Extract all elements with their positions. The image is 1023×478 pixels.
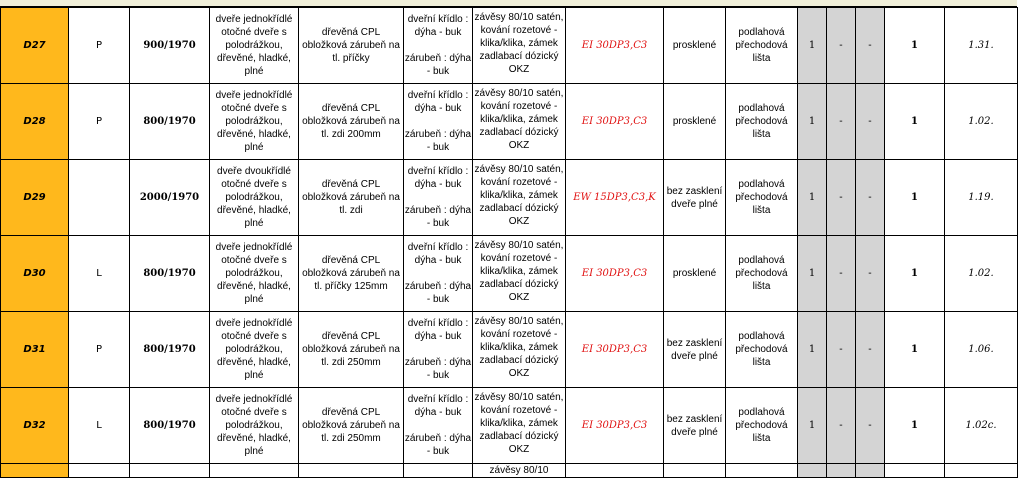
door-side: L (69, 236, 130, 312)
door-glazing (664, 464, 726, 478)
door-code: D31 (1, 312, 69, 388)
door-count: 1 (885, 160, 945, 236)
door-threshold: podlahová přechodová lišta (726, 8, 798, 84)
door-schedule-table (0, 7, 1018, 478)
door-hardware: závěsy 80/10 satén, kování rozetové - klika/klika, zámek zadlabací dózický OKZ (473, 236, 566, 312)
door-hardware: závěsy 80/10 (473, 464, 566, 478)
door-count: 1 (885, 84, 945, 160)
door-side: P (69, 8, 130, 84)
door-glazing: prosklené (664, 236, 726, 312)
door-material: dveřní křídlo : dýha - buk zárubeň : dýha - buk (404, 160, 473, 236)
room-reference: 1.02. (945, 236, 1018, 312)
table-row (1, 84, 1018, 160)
door-frame: dřevěná CPL obložková zárubeň na tl. zdi 250mm (299, 388, 404, 464)
grey-col-3 (856, 464, 885, 478)
grey-col-2: - (827, 312, 856, 388)
door-frame: dřevěná CPL obložková zárubeň na tl. zdi 250mm (299, 312, 404, 388)
door-threshold: podlahová přechodová lišta (726, 312, 798, 388)
fire-rating: EI 30DP3,C3 (566, 84, 664, 160)
door-frame: dřevěná CPL obložková zárubeň na tl. zdi (299, 160, 404, 236)
fire-rating: EI 30DP3,C3 (566, 312, 664, 388)
door-threshold: podlahová přechodová lišta (726, 236, 798, 312)
room-reference: 1.02. (945, 84, 1018, 160)
door-count (885, 464, 945, 478)
grey-col-1: 1 (798, 312, 827, 388)
room-reference: 1.19. (945, 160, 1018, 236)
grey-col-3: - (856, 84, 885, 160)
room-reference (945, 464, 1018, 478)
table-row (1, 236, 1018, 312)
door-code (1, 464, 69, 478)
grey-col-2: - (827, 8, 856, 84)
door-description: dveře jednokřídlé otočné dveře s polodrážkou, dřevěné, hladké, plné (210, 8, 299, 84)
door-code: D27 (1, 8, 69, 84)
door-frame: dřevěná CPL obložková zárubeň na tl. příčky 125mm (299, 236, 404, 312)
table-body (1, 8, 1018, 478)
door-side: P (69, 84, 130, 160)
door-hardware: závěsy 80/10 satén, kování rozetové - klika/klika, zámek zadlabací dózický OKZ (473, 160, 566, 236)
door-frame (299, 464, 404, 478)
door-material (404, 464, 473, 478)
table-row (1, 160, 1018, 236)
grey-col-1: 1 (798, 236, 827, 312)
door-count: 1 (885, 8, 945, 84)
grey-col-1: 1 (798, 8, 827, 84)
grey-col-2: - (827, 236, 856, 312)
grey-col-1 (798, 464, 827, 478)
door-side (69, 464, 130, 478)
grey-col-3: - (856, 160, 885, 236)
door-dimensions: 800/1970 (130, 84, 210, 160)
door-count: 1 (885, 312, 945, 388)
grey-col-2: - (827, 160, 856, 236)
table-row (1, 388, 1018, 464)
door-material: dveřní křídlo : dýha - buk zárubeň : dýha - buk (404, 236, 473, 312)
door-threshold: podlahová přechodová lišta (726, 84, 798, 160)
door-hardware: závěsy 80/10 satén, kování rozetové - klika/klika, zámek zadlabací dózický OKZ (473, 312, 566, 388)
door-description: dveře jednokřídlé otočné dveře s polodrážkou, dřevěné, hladké, plné (210, 84, 299, 160)
grey-col-1: 1 (798, 160, 827, 236)
grey-col-3: - (856, 312, 885, 388)
fire-rating: EI 30DP3,C3 (566, 388, 664, 464)
door-hardware: závěsy 80/10 satén, kování rozetové - klika/klika, zámek zadlabací dózický OKZ (473, 388, 566, 464)
fire-rating: EI 30DP3,C3 (566, 8, 664, 84)
door-code: D28 (1, 84, 69, 160)
grey-col-3: - (856, 8, 885, 84)
door-description: dveře jednokřídlé otočné dveře s polodrážkou, dřevěné, hladké, plné (210, 236, 299, 312)
table-row-partial (1, 464, 1018, 478)
room-reference: 1.06. (945, 312, 1018, 388)
door-glazing: prosklené (664, 8, 726, 84)
door-description: dveře jednokřídlé otočné dveře s polodrážkou, dřevěné, hladké, plné (210, 312, 299, 388)
door-threshold: podlahová přechodová lišta (726, 160, 798, 236)
door-material: dveřní křídlo : dýha - buk zárubeň : dýha - buk (404, 8, 473, 84)
door-description: dveře dvoukřídlé otočné dveře s polodrážkou, dřevěné, hladké, plné (210, 160, 299, 236)
door-glazing: bez zasklení dveře plné (664, 160, 726, 236)
door-material: dveřní křídlo : dýha - buk zárubeň : dýha - buk (404, 312, 473, 388)
door-count: 1 (885, 388, 945, 464)
door-dimensions: 800/1970 (130, 312, 210, 388)
door-side (69, 160, 130, 236)
door-side: P (69, 312, 130, 388)
door-description (210, 464, 299, 478)
room-reference: 1.31. (945, 8, 1018, 84)
room-reference: 1.02c. (945, 388, 1018, 464)
door-code: D29 (1, 160, 69, 236)
grey-col-2: - (827, 388, 856, 464)
grey-col-2: - (827, 84, 856, 160)
door-code: D32 (1, 388, 69, 464)
door-dimensions (130, 464, 210, 478)
fire-rating: EI 30DP3,C3 (566, 236, 664, 312)
door-frame: dřevěná CPL obložková zárubeň na tl. příčky (299, 8, 404, 84)
grey-col-2 (827, 464, 856, 478)
door-dimensions: 2000/1970 (130, 160, 210, 236)
door-dimensions: 800/1970 (130, 388, 210, 464)
grey-col-1: 1 (798, 84, 827, 160)
fire-rating (566, 464, 664, 478)
grey-col-3: - (856, 388, 885, 464)
door-material: dveřní křídlo : dýha - buk zárubeň : dýha - buk (404, 388, 473, 464)
door-glazing: bez zasklení dveře plné (664, 388, 726, 464)
door-count: 1 (885, 236, 945, 312)
door-hardware: závěsy 80/10 satén, kování rozetové - klika/klika, zámek zadlabací dózický OKZ (473, 84, 566, 160)
door-hardware: závěsy 80/10 satén, kování rozetové - klika/klika, zámek zadlabací dózický OKZ (473, 8, 566, 84)
table-row (1, 312, 1018, 388)
door-code: D30 (1, 236, 69, 312)
door-glazing: bez zasklení dveře plné (664, 312, 726, 388)
grey-col-1: 1 (798, 388, 827, 464)
fire-rating: EW 15DP3,C3,K (566, 160, 664, 236)
door-description: dveře jednokřídlé otočné dveře s polodrážkou, dřevěné, hladké, plné (210, 388, 299, 464)
door-frame: dřevěná CPL obložková zárubeň na tl. zdi 200mm (299, 84, 404, 160)
door-material: dveřní křídlo : dýha - buk zárubeň : dýha - buk (404, 84, 473, 160)
door-glazing: prosklené (664, 84, 726, 160)
door-dimensions: 800/1970 (130, 236, 210, 312)
table-row (1, 8, 1018, 84)
door-dimensions: 900/1970 (130, 8, 210, 84)
door-threshold (726, 464, 798, 478)
door-side: L (69, 388, 130, 464)
door-threshold: podlahová přechodová lišta (726, 388, 798, 464)
grey-col-3: - (856, 236, 885, 312)
